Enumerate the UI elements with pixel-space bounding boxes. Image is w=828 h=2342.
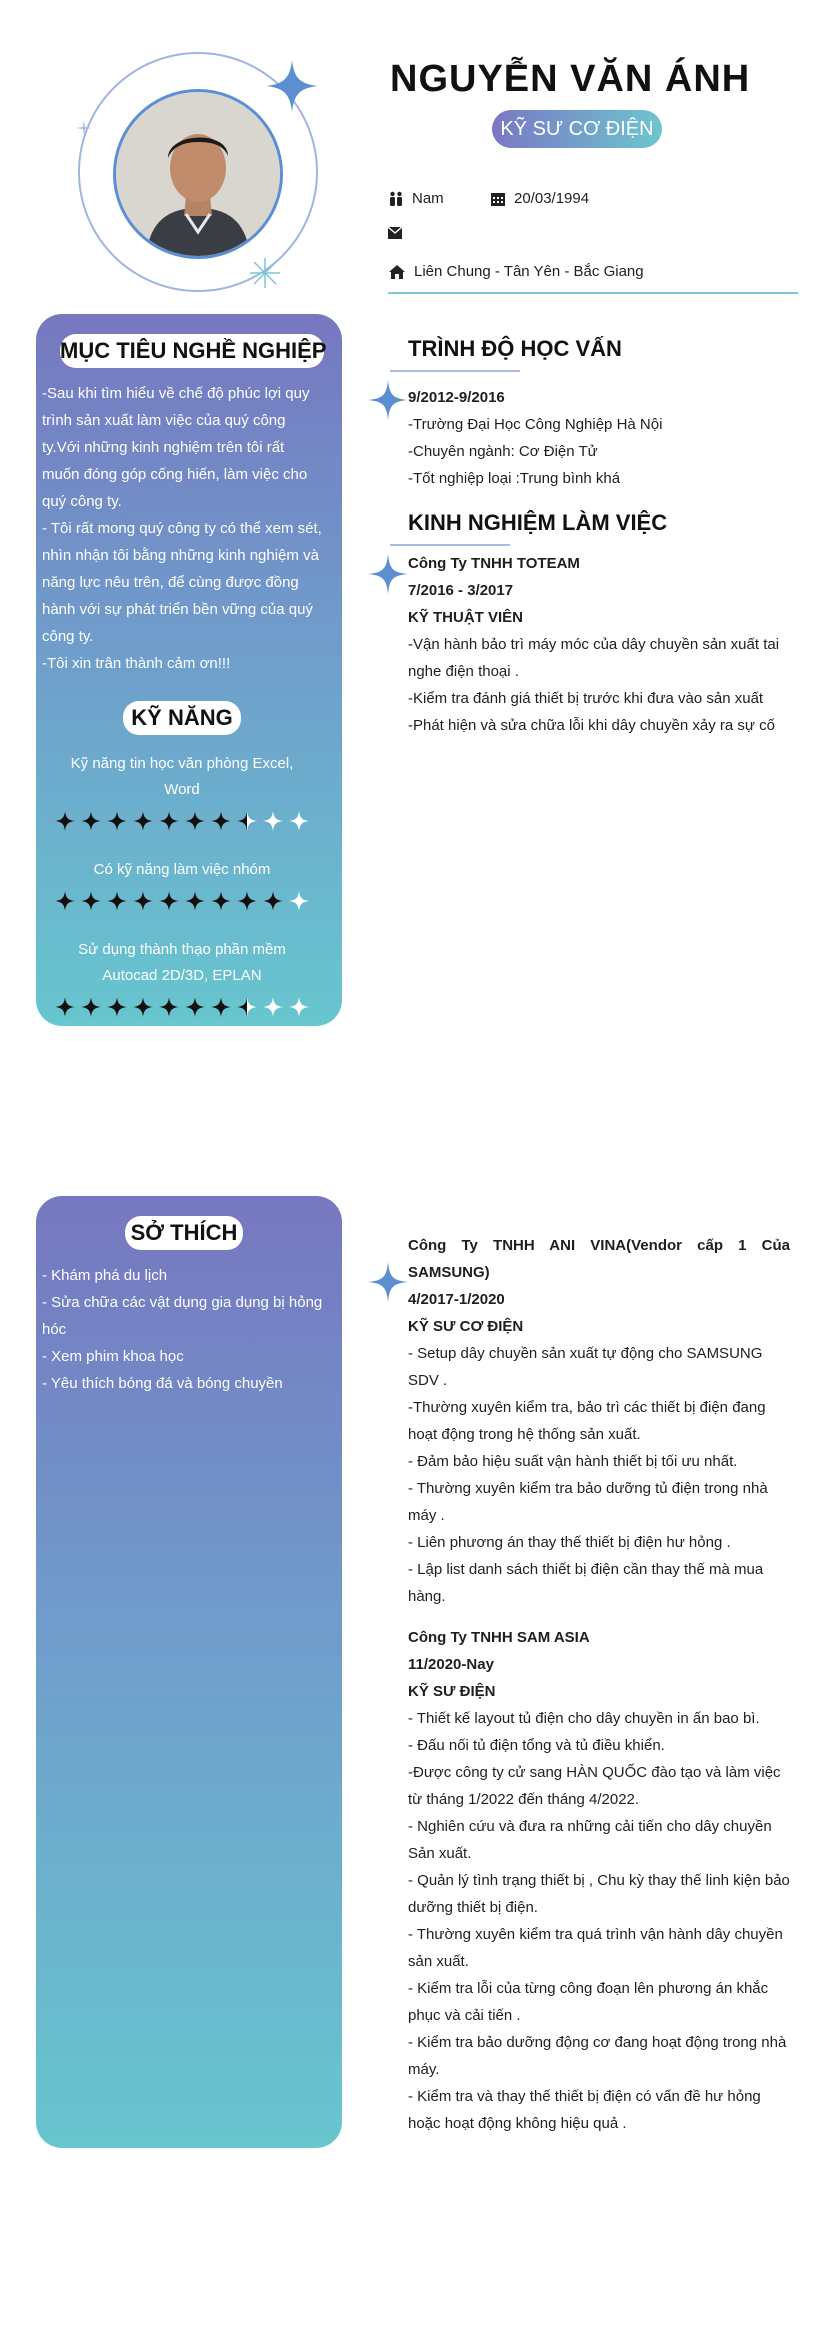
profile-photo xyxy=(116,92,280,256)
job-duty: - Kiểm tra bảo dưỡng động cơ đang hoạt động trong nhà máy. xyxy=(408,2034,787,2078)
rating-star xyxy=(133,997,153,1017)
sparkle-icon xyxy=(366,552,410,596)
job-duty: -Kiểm tra đánh giá thiết bị trước khi đưa vào sản xuất xyxy=(408,690,764,707)
people-icon xyxy=(388,191,404,207)
home-icon xyxy=(388,264,406,280)
objective-skills-panel xyxy=(36,314,342,1026)
job-duty: - Quản lý tình trạng thiết bị , Chu kỳ thay thế linh kiện bảo dưỡng thiết bị điện. xyxy=(408,1872,790,1916)
rating-star xyxy=(289,891,309,911)
rating-star xyxy=(263,997,283,1017)
experience-continued xyxy=(408,1232,790,2137)
sparkle-icon xyxy=(366,378,410,422)
education-line: -Trường Đại Học Công Nghiệp Hà Nội xyxy=(408,416,663,433)
avatar xyxy=(113,89,283,259)
job-duty: - Nghiên cứu và đưa ra những cải tiến cho dây chuyền Sản xuất. xyxy=(408,1818,772,1862)
gender-row xyxy=(388,190,444,207)
dob-row xyxy=(490,190,589,207)
job-duty: - Thường xuyên kiểm tra quá trình vận hành dây chuyền sản xuất. xyxy=(408,1926,783,1970)
sparkle-icon xyxy=(366,1260,410,1304)
job-duty: -Được công ty cử sang HÀN QUỐC đào tạo và làm việc từ tháng 1/2022 đến tháng 4/2022. xyxy=(408,1764,781,1808)
email-row xyxy=(388,227,410,239)
job-duty: - Kiểm tra và thay thế thiết bị điện có vấn đề hư hỏng hoặc hoạt động không hiệu quả . xyxy=(408,2088,761,2132)
education-line: -Tốt nghiệp loại :Trung bình khá xyxy=(408,470,621,487)
education-line: -Chuyên ngành: Cơ Điện Tử xyxy=(408,443,598,460)
experience-underline xyxy=(390,544,510,546)
header-divider xyxy=(388,292,798,294)
job-entry xyxy=(408,1624,790,2137)
rating-star xyxy=(211,811,231,831)
rating-star xyxy=(237,811,257,831)
rating-star xyxy=(107,891,127,911)
education-heading: TRÌNH ĐỘ HỌC VẤN xyxy=(408,336,622,361)
skill-item xyxy=(52,857,312,911)
education-section xyxy=(408,336,798,492)
job-period: 4/2017-1/2020 xyxy=(408,1291,505,1308)
rating-star xyxy=(211,997,231,1017)
skill-rating xyxy=(52,811,312,831)
skill-item xyxy=(52,937,312,1017)
rating-star xyxy=(159,811,179,831)
objective-line: - Tôi rất mong quý công ty có thể xem sét, nhìn nhận tôi bằng những kinh nghiệm và năng lực nêu trên, để cùng được đồng hành với sự phát triển bền vững của quý công ty. xyxy=(42,520,322,645)
skill-label: Sử dụng thành thạo phần mềm Autocad 2D/3D, EPLAN xyxy=(78,941,286,984)
job-duty: - Lập list danh sách thiết bị điện cần thay thế mà mua hàng. xyxy=(408,1561,764,1605)
job-company: Công Ty TNHH TOTEAM xyxy=(408,555,580,572)
rating-star xyxy=(185,891,205,911)
job-duty: - Liên phương án thay thế thiết bị điện hư hỏng . xyxy=(408,1534,731,1551)
dob-value: 20/03/1994 xyxy=(514,190,590,207)
job-duty: -Vận hành bảo trì máy móc của dây chuyền sản xuất tai nghe điện thoại . xyxy=(408,636,780,680)
skill-rating xyxy=(52,997,312,1017)
job-duty: - Thường xuyên kiểm tra bảo dưỡng tủ điện trong nhà máy . xyxy=(408,1480,768,1524)
hobbies-heading: SỞ THÍCH xyxy=(125,1216,243,1250)
job-duty: - Thiết kế layout tủ điện cho dây chuyền in ấn bao bì. xyxy=(408,1710,760,1727)
objective-line: -Tôi xin trân thành cảm ơn!!! xyxy=(42,655,231,672)
rating-star xyxy=(133,811,153,831)
job-duty: - Đấu nối tủ điện tổng và tủ điều khiển. xyxy=(408,1737,665,1754)
job-duty: - Kiểm tra lỗi của từng công đoạn lên phương án khắc phục và cải tiến . xyxy=(408,1980,769,2024)
gender-value: Nam xyxy=(412,190,444,207)
skill-item xyxy=(52,751,312,831)
rating-star xyxy=(133,891,153,911)
education-period: 9/2012-9/2016 xyxy=(408,389,505,406)
job-role: KỸ THUẬT VIÊN xyxy=(408,609,524,626)
hobbies-list xyxy=(42,1262,326,1397)
rating-star xyxy=(185,811,205,831)
hobby-item: - Yêu thích bóng đá và bóng chuyền xyxy=(42,1375,283,1392)
envelope-icon xyxy=(388,227,402,239)
small-star-icon xyxy=(76,120,92,136)
rating-star xyxy=(263,891,283,911)
experience-heading: KINH NGHIỆM LÀM VIỆC xyxy=(408,510,668,535)
job-duty: - Setup dây chuyền sản xuất tự động cho SAMSUNG SDV . xyxy=(408,1345,763,1389)
rating-star xyxy=(263,811,283,831)
rating-star xyxy=(55,997,75,1017)
objective-body xyxy=(42,380,322,677)
address-value: Liên Chung - Tân Yên - Bắc Giang xyxy=(414,263,644,280)
job-duty: - Đảm bảo hiệu suất vận hành thiết bị tối ưu nhất. xyxy=(408,1453,738,1470)
job-company: Công Ty TNHH ANI VINA(Vendor cấp 1 Của SAMSUNG) xyxy=(408,1237,790,1281)
rating-star xyxy=(289,811,309,831)
objective-heading: MỤC TIÊU NGHỀ NGHIỆP xyxy=(60,334,324,368)
skills-heading: KỸ NĂNG xyxy=(123,701,241,735)
snowflake-icon xyxy=(248,256,282,290)
job-role: KỸ SƯ CƠ ĐIỆN xyxy=(408,1318,524,1335)
rating-star xyxy=(107,997,127,1017)
experience-section xyxy=(408,510,790,739)
hobby-item: - Xem phim khoa học xyxy=(42,1348,184,1365)
job-period: 7/2016 - 3/2017 xyxy=(408,582,514,599)
skill-label: Có kỹ năng làm việc nhóm xyxy=(93,861,271,878)
job-role: KỸ SƯ ĐIỆN xyxy=(408,1683,496,1700)
job-title-badge: KỸ SƯ CƠ ĐIỆN xyxy=(492,110,662,148)
job-company: Công Ty TNHH SAM ASIA xyxy=(408,1629,590,1646)
candidate-name: NGUYỄN VĂN ÁNH xyxy=(390,58,751,100)
rating-star xyxy=(81,997,101,1017)
job-duty: -Phát hiện và sửa chữa lỗi khi dây chuyền xảy ra sự cố xyxy=(408,717,775,734)
job-entry xyxy=(408,1232,790,1610)
job-period: 11/2020-Nay xyxy=(408,1656,494,1673)
rating-star xyxy=(107,811,127,831)
rating-star xyxy=(185,997,205,1017)
objective-line: -Sau khi tìm hiểu về chế độ phúc lợi quy trình sản xuất làm việc của quý công ty.Với những kinh nghiệm trên tôi rất muốn đóng góp cống hiến, làm việc cho quý công ty. xyxy=(42,385,310,510)
rating-star xyxy=(81,891,101,911)
job-entry xyxy=(408,550,790,739)
rating-star xyxy=(55,891,75,911)
job-duty: -Thường xuyên kiểm tra, bảo trì các thiết bị điện đang hoạt động trong hệ thống sản xuất. xyxy=(408,1399,766,1443)
rating-star xyxy=(55,811,75,831)
skill-label: Kỹ năng tin học văn phòng Excel, Word xyxy=(70,755,294,798)
rating-star xyxy=(211,891,231,911)
hobby-item: - Khám phá du lịch xyxy=(42,1267,168,1284)
address-row xyxy=(388,263,644,280)
rating-star xyxy=(237,891,257,911)
sparkle-icon xyxy=(264,58,320,114)
rating-star xyxy=(159,891,179,911)
skills-list xyxy=(42,751,322,1017)
rating-star xyxy=(81,811,101,831)
hobby-item: - Sửa chữa các vật dụng gia dụng bị hỏng hóc xyxy=(42,1294,323,1338)
education-underline xyxy=(390,370,520,372)
hobbies-panel xyxy=(36,1196,342,2148)
skill-rating xyxy=(52,891,312,911)
rating-star xyxy=(237,997,257,1017)
calendar-icon xyxy=(490,191,506,207)
rating-star xyxy=(289,997,309,1017)
rating-star xyxy=(159,997,179,1017)
